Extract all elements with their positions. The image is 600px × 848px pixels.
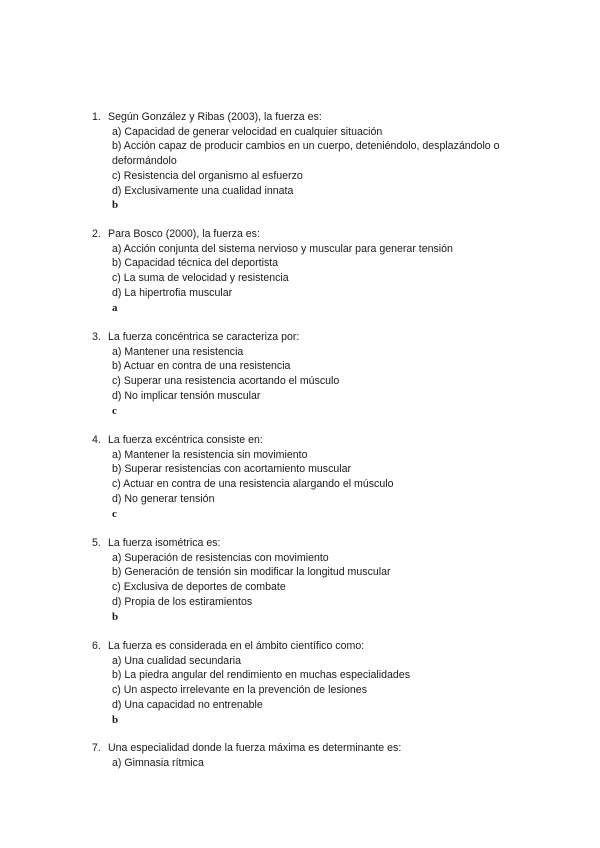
option-c: c) La suma de velocidad y resistencia: [112, 272, 289, 285]
question-3: [92, 330, 562, 418]
option-c: c) Resistencia del organismo al esfuerzo: [112, 169, 303, 182]
question-1: [92, 110, 562, 213]
option-a: a) Acción conjunta del sistema nervioso y muscular para generar tensión: [112, 242, 453, 255]
question-text: La fuerza excéntrica consiste en:: [108, 434, 263, 446]
question-4: [92, 433, 562, 521]
answer-key: b: [112, 610, 119, 623]
option-a: a) Mantener una resistencia: [112, 345, 244, 358]
answer-key: b: [112, 713, 119, 726]
question-number: 6.: [92, 640, 101, 652]
question-text: Según González y Ribas (2003), la fuerza es:: [108, 111, 322, 123]
option-b: b) Superar resistencias con acortamiento muscular: [112, 463, 352, 476]
question-number: 2.: [92, 228, 101, 240]
option-a: a) Gimnasia rítmica: [112, 756, 204, 769]
question-text: La fuerza es considerada en el ámbito científico como:: [108, 640, 365, 652]
question-7: [92, 741, 562, 770]
option-c: c) Un aspecto irrelevante en la prevención de lesiones: [112, 684, 367, 697]
option-d: d) La hipertrofia muscular: [112, 286, 233, 299]
option-d: d) Exclusivamente una cualidad innata: [112, 184, 294, 197]
option-c: c) Actuar en contra de una resistencia alargando el músculo: [112, 478, 394, 491]
question-2: [92, 227, 562, 315]
answer-key: c: [112, 507, 117, 520]
option-d: d) No generar tensión: [112, 492, 215, 505]
option-a: a) Una cualidad secundaria: [112, 654, 241, 667]
option-b: b) Acción capaz de producir cambios en un cuerpo, deteniéndolo, desplazándolo o deformándolo: [112, 140, 500, 168]
question-number: 5.: [92, 537, 101, 549]
question-text: Para Bosco (2000), la fuerza es:: [108, 228, 260, 240]
option-b: b) Actuar en contra de una resistencia: [112, 360, 291, 373]
option-a: a) Superación de resistencias con movimiento: [112, 551, 329, 564]
option-d: d) Una capacidad no entrenable: [112, 698, 263, 711]
option-a: a) Mantener la resistencia sin movimiento: [112, 448, 308, 461]
option-b: b) La piedra angular del rendimiento en muchas especialidades: [112, 669, 410, 682]
question-number: 3.: [92, 331, 101, 343]
option-a: a) Capacidad de generar velocidad en cualquier situación: [112, 125, 383, 138]
option-d: d) No implicar tensión muscular: [112, 389, 261, 402]
question-number: 1.: [92, 111, 101, 123]
option-c: c) Superar una resistencia acortando el músculo: [112, 375, 340, 388]
question-number: 4.: [92, 434, 101, 446]
option-c: c) Exclusiva de deportes de combate: [112, 581, 286, 594]
question-number: 7.: [92, 742, 101, 754]
question-text: La fuerza isométrica es:: [108, 537, 221, 549]
question-6: [92, 639, 562, 727]
question-text: La fuerza concéntrica se caracteriza por:: [108, 331, 300, 343]
question-text: Una especialidad donde la fuerza máxima es determinante es:: [108, 742, 402, 754]
answer-key: b: [112, 199, 119, 212]
option-b: b) Generación de tensión sin modificar la longitud muscular: [112, 566, 391, 579]
answer-key: a: [112, 301, 118, 314]
question-5: [92, 536, 562, 624]
answer-key: c: [112, 404, 117, 417]
option-b: b) Capacidad técnica del deportista: [112, 257, 279, 270]
option-d: d) Propia de los estiramientos: [112, 595, 253, 608]
